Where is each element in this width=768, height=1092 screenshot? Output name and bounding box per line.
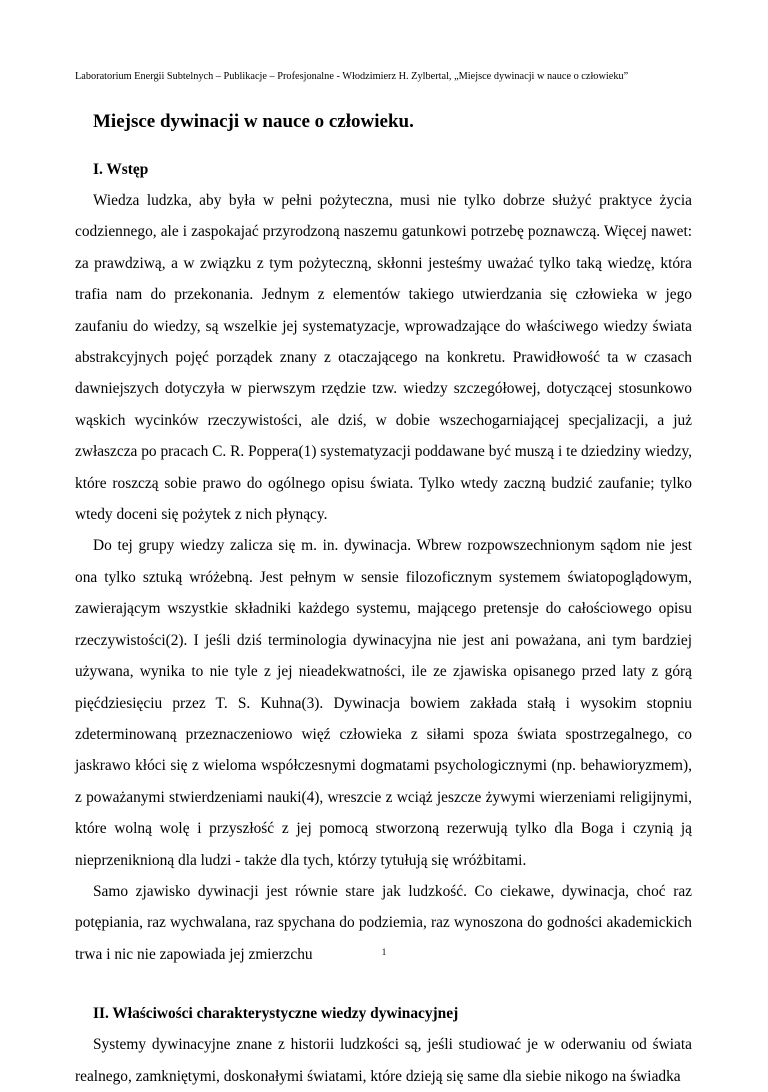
paragraph: Samo zjawisko dywinacji jest równie stare jak ludzkość. Co ciekawe, dywinacja, choć raz potępiania, raz wychwalana, raz spychana do podziemia, raz wynoszona do godności akademickich trwa i nic nie zapowiada jej zmierzchu [75,882,692,963]
paragraph: Do tej grupy wiedzy zalicza się m. in. dywinacja. Wbrew rozpowszechnionym sądom nie jest ona tylko sztuką wróżebną. Jest pełnym w sensie filozoficznym systemem światopoglądowym, zawierającym wszystkie składniki każdego systemu, mającego pretensje do całościowego opisu rzeczywistości(2). I jeśli dziś terminologia dywinacyjna nie jest ani poważana, ani tym bardziej używana, wynika to nie tyle z jej nieadekwatności, ile ze zjawiska opisanego przed laty z górą pięćdziesięciu przez T. S. Kuhna(3). Dywinacja bowiem zakłada stałą i wysokim stopniu zdeterminowaną przeznaczeniowo więź człowieka z siłami spoza świata spostrzegalnego, co jaskrawo kłóci się z wieloma współczesnymi dogmatami psychologicznymi (np. behawioryzmem), z poważanymi stwierdzeniami nauki(4), wreszcie z wciąż jeszcze żywymi wierzeniami religijnymi, które wolną wolę i przyszłość z jej pomocą stworzoną rezerwują tylko dla Boga i czynią ją nieprzeniknioną dla ludzi - także dla tych, którzy tytułują się wróżbitami. [75,537,692,869]
page-number: 1 [381,947,387,957]
section-characteristics [75,998,692,1092]
document-title: Miejsce dywinacji w nauce o człowieku. [93,111,414,132]
running-header: Laboratorium Energii Subtelnych – Publikacje – Profesjonalne - Włodzimierz H. Zylbertal, „Miejsce dywinacji w nauce o człowieku” [75,71,629,82]
section-heading: I. Wstęp [93,161,149,178]
paragraph: Wiedza ludzka, aby była w pełni pożyteczna, musi nie tylko dobrze służyć praktyce życia codziennego, ale i zaspokajać przyrodzoną naszemu gatunkowi potrzebę poznawczą. Więcej nawet: za prawdziwą, a w związku z tym pożyteczną, skłonni jesteśmy uważać tylko taką wiedzę, która trafia nam do przekonania. Jednym z elementów takiego utwierdzania się człowieka w jego zaufaniu do wiedzy, są wszelkie jej systematyzacje, wprowadzające do właściwego wiedzy świata abstrakcyjnych pojęć porządek znany z otaczającego na konkretu. Prawidłowość ta w czasach dawniejszych dotyczyła w pierwszym rzędzie tzw. wiedzy szczegółowej, dotyczącej stosunkowo wąskich wycinków rzeczywistości, ale dziś, w dobie wszechogarniającej specjalizacji, a już zwłaszcza po pracach C. R. Poppera(1) systematyzacji poddawane być muszą i te dziedziny wiedzy, które roszczą sobie prawo do ogólnego opisu świata. Tylko wtedy zaczną budzić zaufanie; tylko wtedy doceni się pożytek z nich płynący. [75,192,692,524]
paragraph: Systemy dywinacyjne znane z historii ludzkości są, jeśli studiować je w oderwaniu od świata realnego, zamkniętymi, doskonałymi światami, które dzieją się same dla siebie nikogo na świadka [75,1036,692,1085]
section-introduction [75,154,692,970]
section-heading: II. Właściwości charakterystyczne wiedzy dywinacyjnej [93,1005,459,1023]
